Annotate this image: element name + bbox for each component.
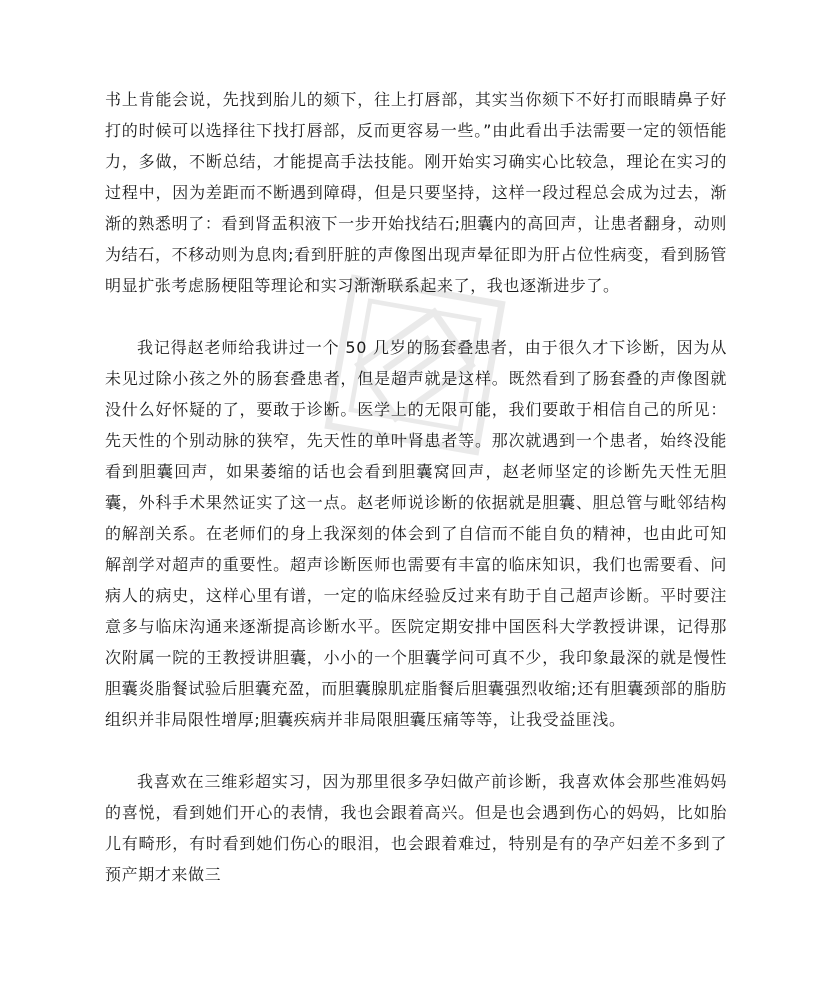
paragraph-2: 我记得赵老师给我讲过一个 50 几岁的肠套叠患者，由于很久才下诊断，因为从未见过除小孩之外的肠套叠患者，但是超声就是这样。既然看到了肠套叠的声像图就没什么好怀疑的了，要敢于诊断。医学上的无限可能，我们要敢于相信自己的所见：先天性的个别动脉的狭窄，先天性的单叶肾患者等。那次就遇到一个患者，始终没能看到胆囊回声，如果萎缩的话也会看到胆囊窝回声，赵老师坚定的诊断先天性无胆囊，外科手术果然证实了这一点。赵老师说诊断的依据就是胆囊、胆总管与毗邻结构的解剖关系。在老师们的身上我深刻的体会到了自信而不能自负的精神，也由此可知解剖学对超声的重要性。超声诊断医师也需要有丰富的临床知识，我们也需要看、问病人的病史，这样心里有谱，一定的临床经验反过来有助于自己超声诊断。平时要注意多与临床沟通来逐渐提高诊断水平。医院定期安排中国医科大学教授讲课，记得那次附属一院的王教授讲胆囊，小小的一个胆囊学问可真不少，我印象最深的就是慢性胆囊炎脂餐试验后胆囊充盈，而胆囊腺肌症脂餐后胆囊强烈收缩;还有胆囊颈部的脂肪组织并非局限性增厚;胆囊疾病并非局限胆囊压痛等等，让我受益匪浅。 (105, 338, 727, 729)
document-body (105, 84, 727, 890)
paragraph-1: 书上肯能会说，先找到胎儿的颏下，往上打唇部，其实当你颏下不好打而眼睛鼻子好打的时候可以选择往下找打唇部，反而更容易一些。”由此看出手法需要一定的领悟能力，多做，不断总结，才能提高手法技能。刚开始实习确实心比较急，理论在实习的过程中，因为差距而不断遇到障碍，但是只要坚持，这样一段过程总会成为过去，渐渐的熟悉明了：看到肾盂积液下一步开始找结石;胆囊内的高回声，让患者翻身，动则为结石，不移动则为息肉;看到肝脏的声像图出现声晕征即为肝占位性病变，看到肠管明显扩张考虑肠梗阻等理论和实习渐渐联系起来了，我也逐渐进步了。 (105, 90, 727, 295)
paragraph-3: 我喜欢在三维彩超实习，因为那里很多孕妇做产前诊断，我喜欢体会那些准妈妈的喜悦，看到她们开心的表情，我也会跟着高兴。但是也会遇到伤心的妈妈，比如胎儿有畸形，有时看到她们伤心的眼泪，也会跟着难过，特别是有的孕产妇差不多到了预产期才来做三 (105, 772, 727, 884)
